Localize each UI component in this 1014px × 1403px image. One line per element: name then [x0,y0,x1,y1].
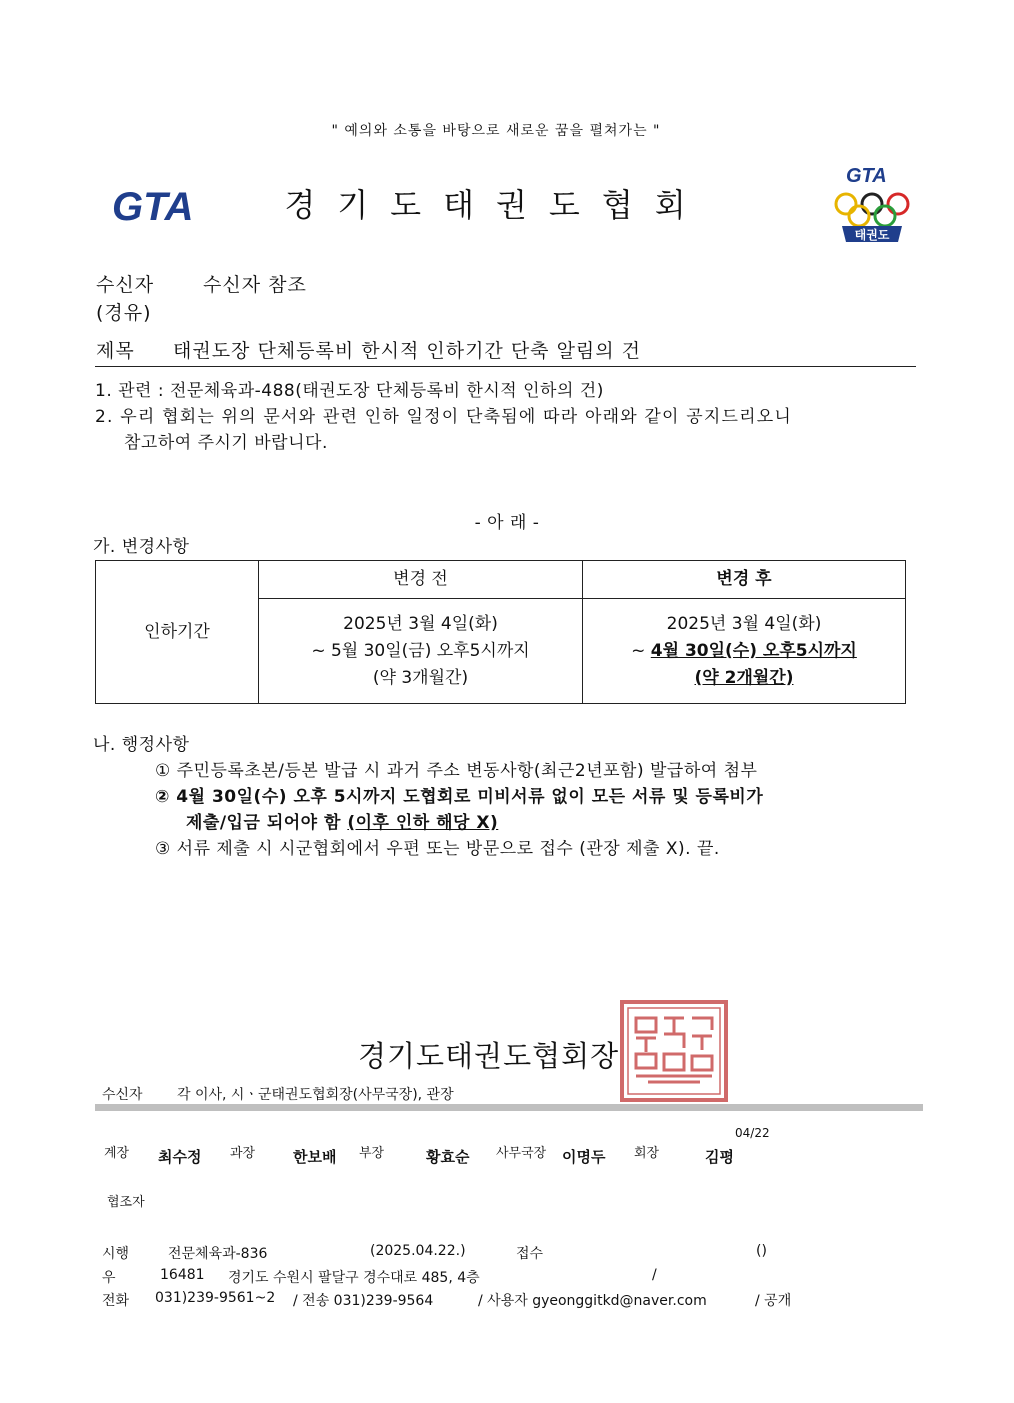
subject-value: 태권도장 단체등록비 한시적 인하기간 단축 알림의 건 [173,340,642,362]
after-line3: (약 2개월간) [694,667,794,688]
notice-heading: - 아 래 - [474,513,540,533]
official-seal [618,998,730,1104]
before-header: 변경 전 [259,561,583,599]
after-cell [583,599,906,704]
distribution-value: 각 이사, 시ㆍ군태권도협회장(사무국장), 관장 [177,1087,454,1103]
distribution-divider [95,1104,923,1111]
before-cell [259,599,583,704]
zip-code: 16481 [160,1267,205,1283]
via-label: (경유) [96,302,152,324]
phone: 031)239-9561~2 [155,1290,276,1306]
admin-item-1: ① 주민등록초본/등본 발급 시 과거 주소 변동사항(최근2년포함) 발급하여 첨부 [155,761,758,781]
body-p1: 1. 관련 : 전문체육과-488(태권도장 단체등록비 한시적 인하의 건) [95,381,604,401]
slogan: " 예의와 소통을 바탕으로 새로운 꿈을 펼쳐가는 " [331,123,661,139]
gta-olympic-logo [832,160,912,246]
org-title: 경기도태권도협회 [284,186,708,224]
receive-value: () [756,1243,767,1259]
section-b-heading: 나. 행정사항 [93,735,190,755]
recipient-label: 수신자 [96,274,155,296]
disclosure: / 공개 [755,1293,792,1309]
before-line1: 2025년 3월 4일(화) [343,613,498,634]
recipient-value: 수신자 참조 [203,274,307,296]
receive-label: 접수 [516,1246,544,1262]
signature-title: 경기도태권도협회장 [358,1039,620,1073]
distribution-label: 수신자 [102,1087,143,1103]
enforce-no: 전문체육과-836 [168,1246,268,1262]
after-line2-row [583,638,905,665]
address: 경기도 수원시 팔달구 경수대로 485, 4층 [228,1270,480,1286]
logo-right-badge: 태권도 [854,228,890,242]
logo-right-text: GTA [846,165,887,187]
before-line3: (약 3개월간) [372,667,469,688]
enforce-date: (2025.04.22.) [370,1243,466,1259]
role-3: 부장 [359,1146,385,1161]
cooperator-label: 협조자 [107,1195,145,1210]
name-1: 최수정 [158,1148,202,1166]
phone-label: 전화 [102,1293,130,1309]
name-4: 이명두 [562,1148,606,1166]
before-line2: ~ 5월 30일(금) 오후5시까지 [311,640,530,661]
admin-item-3: ③ 서류 제출 시 시군협회에서 우편 또는 방문으로 접수 (관장 제출 X). 끝. [155,839,720,859]
admin-item-2-line2-a: 제출/입금 되어야 함 [186,813,348,833]
email[interactable]: / 사용자 gyeonggitkd@naver.com [478,1293,707,1309]
logo-left-text: GTA [112,185,194,229]
enforce-label: 시행 [102,1246,130,1262]
subject-divider [95,366,916,367]
after-line2-prefix: ~ [631,640,651,661]
name-5: 김평 [705,1148,734,1166]
zip-label: 우 [102,1270,116,1286]
fax: / 전송 031)239-9564 [293,1293,434,1309]
role-5: 회장 [634,1146,660,1161]
approval-date: 04/22 [735,1126,770,1140]
role-2: 과장 [230,1146,256,1161]
after-line2: 4월 30일(수) 오후5시까지 [650,640,857,661]
address-slash: / [652,1267,657,1283]
name-2: 한보배 [293,1148,337,1166]
role-1: 계장 [104,1146,130,1161]
subject-label: 제목 [96,340,135,362]
admin-item-2-line2-b: (이후 인하 해당 X) [347,813,499,833]
section-a-heading: 가. 변경사항 [93,537,190,557]
change-table [95,560,906,704]
body-p2-line2: 참고하여 주시기 바랍니다. [124,433,328,453]
table-row-label: 인하기간 [96,561,259,704]
name-3: 황효순 [426,1148,470,1166]
body-p2-line1: 2. 우리 협회는 위의 문서와 관련 인하 일정이 단축됨에 따라 아래와 같이 공지드리오니 [95,407,793,427]
role-4: 사무국장 [496,1146,547,1161]
after-line1: 2025년 3월 4일(화) [666,613,822,634]
after-header: 변경 후 [583,561,906,599]
admin-item-2-line2 [186,808,498,833]
admin-item-2-line1: ② 4월 30일(수) 오후 5시까지 도협회로 미비서류 없이 모든 서류 및 등록비가 [155,787,764,807]
